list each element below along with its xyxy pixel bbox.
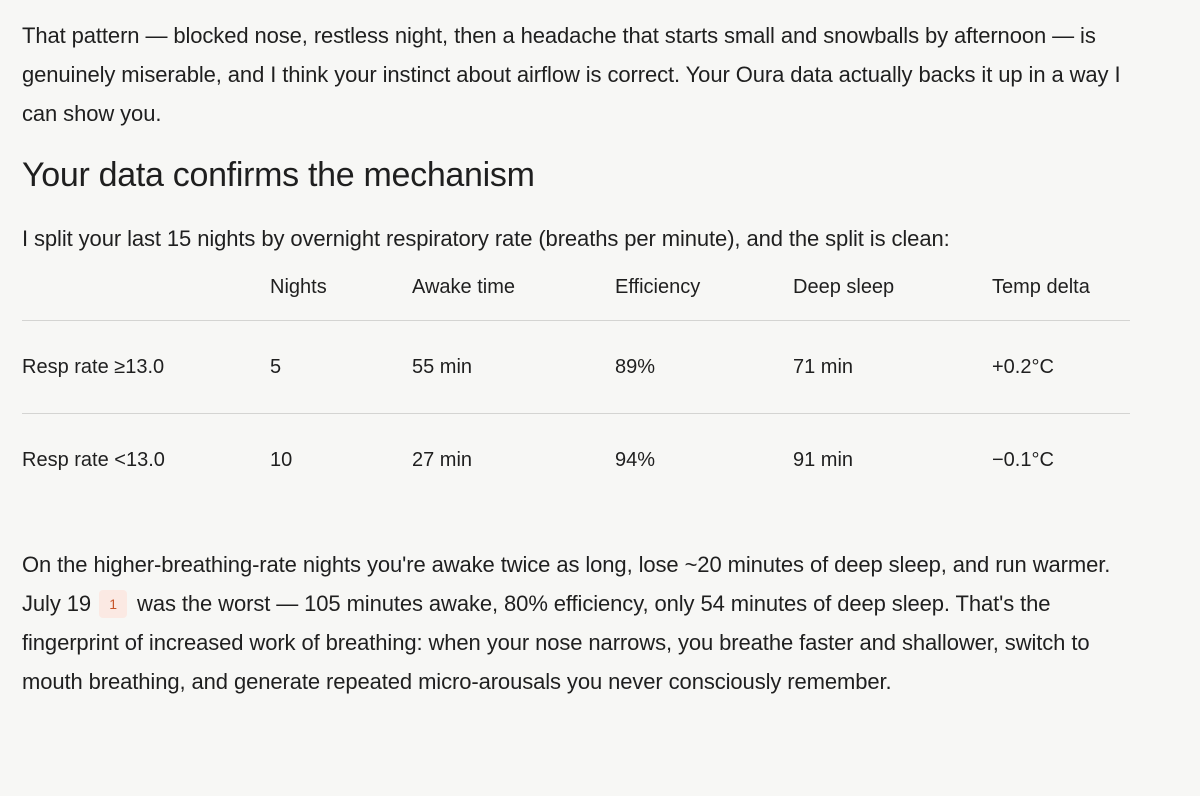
header-deep-sleep: Deep sleep <box>793 276 992 321</box>
table-row <box>22 414 1130 507</box>
analysis-paragraph <box>22 506 1130 701</box>
header-row-label <box>22 276 270 321</box>
cell-nights: 10 <box>270 448 293 471</box>
cell-awake-time: 55 min <box>412 321 615 414</box>
row-label: Resp rate <13.0 <box>22 448 165 471</box>
split-description: I split your last 15 nights by overnight respiratory rate (breaths per minute), and the split is clean: <box>22 226 950 251</box>
row-label: Resp rate ≥13.0 <box>22 321 270 414</box>
cell-efficiency: 89% <box>615 321 793 414</box>
header-awake-time: Awake time <box>412 276 615 321</box>
cell-deep-sleep: 71 min <box>793 321 992 414</box>
cell-temp-delta: −0.1°C <box>992 448 1054 471</box>
cell-efficiency: 94% <box>615 448 656 471</box>
cell-nights: 5 <box>270 321 412 414</box>
section-heading: Your data confirms the mechanism <box>22 156 535 194</box>
analysis-text-before: On the higher-breathing-rate nights you're awake twice as long, lose ~20 minutes of deep sleep, and run warmer. July 19 <box>22 552 1111 616</box>
table-row <box>22 321 1130 414</box>
header-nights: Nights <box>270 276 412 321</box>
analysis-text-after: was the worst — 105 minutes awake, 80% efficiency, only 54 minutes of deep sleep. That's the fingerprint of increased work of breathing: when your nose narrows, you breathe faster and shallower, switch to mouth breathing, and generate repeated micro-arousals you never consciously remember. <box>22 591 1090 694</box>
cell-deep-sleep: 91 min <box>793 448 854 471</box>
header-temp-delta: Temp delta <box>992 276 1130 321</box>
cell-awake-time: 27 min <box>412 448 473 471</box>
header-efficiency: Efficiency <box>615 276 793 321</box>
cell-temp-delta: +0.2°C <box>992 321 1130 414</box>
table-header-row <box>22 276 1130 321</box>
citation-badge[interactable]: 1 <box>99 590 127 618</box>
intro-paragraph: That pattern — blocked nose, restless night, then a headache that starts small and snowballs by afternoon — is genuinely miserable, and I think your instinct about airflow is correct. Your Oura data actually backs it up in a way I can show you. <box>22 23 1121 126</box>
respiratory-rate-table <box>22 276 1130 506</box>
